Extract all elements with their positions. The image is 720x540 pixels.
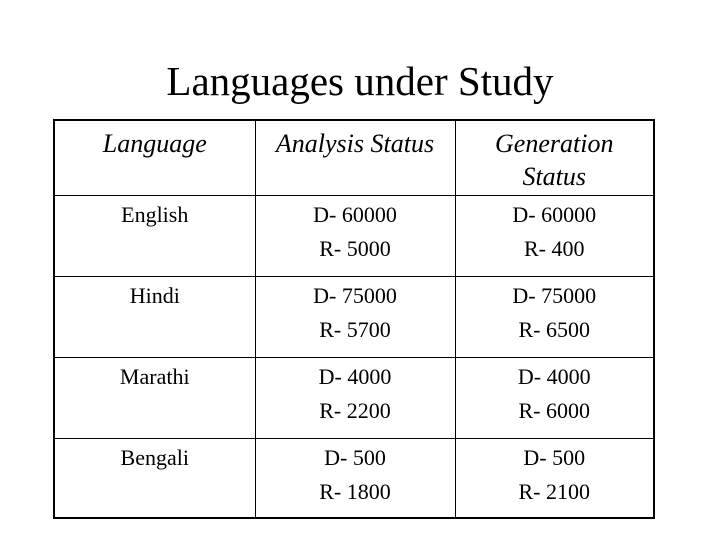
- language-cell: [55, 358, 255, 439]
- generation-d-value: D- 4000: [517, 364, 591, 389]
- generation-d-value: D- 75000: [512, 283, 597, 308]
- header-generation-status-line1: Generation: [495, 129, 614, 158]
- analysis-status-cell: [255, 439, 455, 520]
- generation-status-cell: [455, 277, 653, 358]
- generation-status-cell: [455, 439, 653, 520]
- analysis-status-cell: [255, 358, 455, 439]
- generation-r-value: R- 6000: [518, 398, 590, 423]
- analysis-d-value: D- 60000: [313, 202, 397, 227]
- header-row: [55, 121, 653, 196]
- table-row: [55, 439, 653, 520]
- generation-status-cell: [455, 196, 653, 277]
- analysis-r-value: R- 2200: [319, 398, 391, 423]
- analysis-r-value: R- 5700: [319, 317, 391, 342]
- language-name: Hindi: [129, 283, 180, 308]
- language-cell: [55, 277, 255, 358]
- table-row: [55, 358, 653, 439]
- analysis-r-value: R- 1800: [319, 479, 391, 504]
- header-analysis-status-text: Analysis Status: [275, 129, 435, 158]
- header-analysis-status: [255, 121, 455, 196]
- language-cell: [55, 439, 255, 520]
- language-cell: [55, 196, 255, 277]
- header-language: [55, 121, 255, 196]
- generation-d-value: D- 60000: [512, 202, 597, 227]
- analysis-status-cell: [255, 277, 455, 358]
- generation-r-value: R- 2100: [518, 479, 590, 504]
- table-row: [55, 277, 653, 358]
- analysis-d-value: D- 75000: [313, 283, 397, 308]
- analysis-d-value: D- 4000: [318, 364, 392, 389]
- language-name: English: [121, 202, 189, 227]
- generation-r-value: R- 6500: [518, 317, 590, 342]
- generation-status-cell: [455, 358, 653, 439]
- header-language-text: Language: [102, 129, 207, 158]
- language-name: Marathi: [119, 364, 190, 389]
- header-generation-status: [455, 121, 653, 196]
- analysis-d-value: D- 500: [324, 445, 386, 470]
- analysis-status-cell: [255, 196, 455, 277]
- language-name: Bengali: [120, 445, 189, 470]
- analysis-r-value: R- 5000: [319, 236, 391, 261]
- header-generation-status-line2: Status: [522, 162, 587, 191]
- languages-table: [53, 119, 655, 519]
- table-row: [55, 196, 653, 277]
- slide-title: Languages under Study: [166, 58, 554, 104]
- generation-r-value: R- 400: [524, 236, 585, 261]
- generation-d-value: D- 500: [523, 445, 586, 470]
